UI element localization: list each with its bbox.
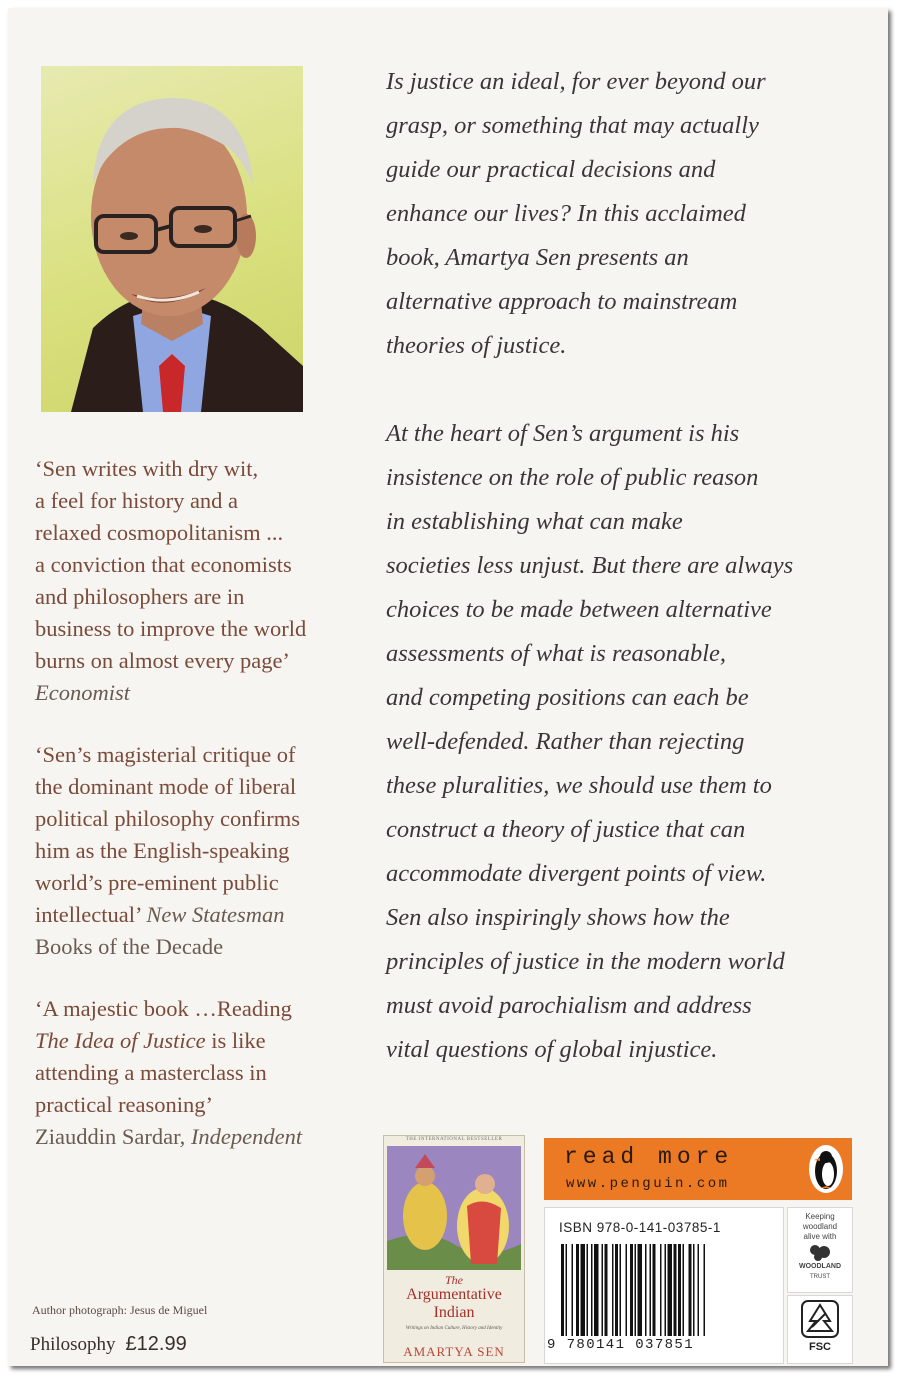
barcode-bar — [594, 1244, 599, 1336]
blurb-text — [386, 60, 866, 1116]
barcode-bar — [566, 1244, 568, 1336]
barcode-bar — [698, 1244, 700, 1336]
barcode-bar — [668, 1244, 673, 1336]
read-more-banner — [544, 1138, 852, 1200]
quote-line: relaxed cosmopolitanism ... — [35, 520, 284, 545]
blurb-line: theories of justice. — [386, 332, 567, 359]
barcode-bar — [660, 1244, 662, 1336]
category-price — [30, 1333, 187, 1356]
barcode-bar — [605, 1244, 608, 1336]
quote-independent — [35, 993, 355, 1153]
blurb-line: guide our practical decisions and — [386, 156, 716, 183]
blurb-line: Is justice an ideal, for ever beyond our — [386, 68, 766, 95]
barcode-bar — [572, 1244, 574, 1336]
blurb-line: in establishing what can make — [386, 508, 683, 535]
barcode-bar — [630, 1244, 633, 1336]
barcode-bar — [678, 1244, 681, 1336]
quote-source: Economist — [35, 680, 130, 705]
quote-line: political philosophy confirms — [35, 806, 300, 831]
quote-new-statesman — [35, 739, 355, 963]
blurb-line: construct a theory of justice that can — [386, 816, 746, 843]
fsc-tree-icon — [800, 1299, 840, 1339]
quote-line: world’s pre-eminent public — [35, 870, 279, 895]
review-quotes — [35, 453, 355, 1183]
barcode-bar — [576, 1244, 579, 1336]
fsc-badge — [787, 1295, 853, 1364]
quote-source: New Statesman — [146, 902, 285, 927]
barcode-number: 9 780141 037851 — [547, 1337, 695, 1353]
quote-book-title: The Idea of Justice — [35, 1028, 206, 1053]
blurb-line: insistence on the role of public reason — [386, 464, 759, 491]
related-book-title-line: Indian — [433, 1304, 475, 1321]
barcode-bar — [635, 1244, 637, 1336]
woodland-text: Keeping — [805, 1212, 835, 1221]
barcode-bar — [693, 1244, 695, 1336]
barcode-bar — [650, 1244, 652, 1336]
blurb-line: alternative approach to mainstream — [386, 288, 738, 315]
blurb-line: book, Amartya Sen presents an — [386, 244, 689, 271]
quote-line: a feel for history and a — [35, 488, 239, 513]
fsc-label: FSC — [809, 1341, 831, 1353]
blurb-line: accommodate divergent points of view. — [386, 860, 767, 887]
barcode-bar — [612, 1244, 614, 1336]
barcode-bar — [581, 1244, 586, 1336]
category-label: Philosophy — [30, 1334, 116, 1355]
barcode-bar — [689, 1244, 692, 1336]
blurb-line: enhance our lives? In this acclaimed — [386, 200, 746, 227]
quote-source: Ziauddin Sardar, — [35, 1124, 191, 1149]
woodland-text: alive with — [803, 1232, 837, 1241]
quote-line: the dominant mode of liberal — [35, 774, 297, 799]
barcode-bar — [615, 1244, 618, 1336]
quote-line: and philosophers are in — [35, 584, 245, 609]
blurb-line: Sen also inspiringly shows how the — [386, 904, 730, 931]
quote-economist — [35, 453, 355, 709]
quote-line: is like — [205, 1028, 266, 1053]
blurb-paragraph — [386, 412, 866, 1072]
blurb-line: and competing positions can each be — [386, 684, 749, 711]
blurb-line: assessments of what is reasonable, — [386, 640, 727, 667]
barcode-bar — [638, 1244, 643, 1336]
barcode-bar — [674, 1244, 677, 1336]
read-more-label: read more — [564, 1144, 734, 1170]
blurb-line: societies less unjust. But there are always — [386, 552, 794, 579]
isbn-number: ISBN 978-0-141-03785-1 — [559, 1220, 721, 1235]
barcode-bar — [704, 1244, 706, 1336]
woodland-trees-icon — [808, 1244, 832, 1262]
blurb-line: principles of justice in the modern world — [386, 948, 785, 975]
quote-line: ‘Sen writes with dry wit, — [35, 456, 259, 481]
quote-source-publication: Independent — [190, 1124, 303, 1149]
barcode-image — [559, 1244, 769, 1336]
barcode-bar — [561, 1244, 564, 1336]
woodland-trust-badge — [787, 1207, 853, 1293]
barcode-bar — [645, 1244, 647, 1336]
blurb-line: At the heart of Sen’s argument is his — [386, 420, 740, 447]
blurb-line: must avoid parochialism and address — [386, 992, 752, 1019]
barcode-bar — [626, 1244, 628, 1336]
barcode-bar — [683, 1244, 685, 1336]
penguin-logo-icon — [808, 1144, 844, 1194]
penguin-url: www.penguin.com — [566, 1176, 730, 1192]
author-photo — [41, 66, 303, 412]
quote-line: intellectual’ — [35, 902, 147, 927]
related-book-title — [384, 1286, 524, 1322]
related-book-subtitle: Writings on Indian Culture, History and Identity — [405, 1326, 503, 1331]
quote-line: attending a masterclass in — [35, 1060, 267, 1085]
quote-line: him as the English-speaking — [35, 838, 290, 863]
barcode-bar — [665, 1244, 667, 1336]
blurb-line: these pluralities, we should use them to — [386, 772, 772, 799]
quote-line: ‘A majestic book …Reading — [35, 996, 292, 1021]
related-book-author: AMARTYA SEN — [403, 1344, 505, 1359]
woodland-text: woodland — [802, 1222, 838, 1231]
quote-line: a conviction that economists — [35, 552, 292, 577]
blurb-paragraph — [386, 60, 866, 368]
barcode-bar — [653, 1244, 656, 1336]
related-book-series: THE INTERNATIONAL BESTSELLER — [405, 1137, 503, 1142]
barcode-bar — [602, 1244, 604, 1336]
isbn-barcode-panel — [544, 1207, 784, 1364]
quote-source-detail: Books of the Decade — [35, 934, 224, 959]
book-back-cover — [8, 8, 888, 1366]
blurb-line: grasp, or something that may actually — [386, 112, 759, 139]
blurb-line: well-defended. Rather than rejecting — [386, 728, 745, 755]
related-book-cover — [383, 1135, 525, 1363]
price-label: £12.99 — [125, 1333, 187, 1355]
related-book-title-the: The — [445, 1273, 463, 1287]
photo-credit: Author photograph: Jesus de Miguel — [32, 1303, 208, 1317]
woodland-brand: TRUST — [810, 1274, 830, 1280]
barcode-bar — [620, 1244, 622, 1336]
blurb-line: choices to be made between alternative — [386, 596, 772, 623]
quote-line: practical reasoning’ — [35, 1092, 214, 1117]
quote-line: burns on almost every page’ — [35, 648, 290, 673]
woodland-brand: WOODLAND — [799, 1263, 841, 1270]
quote-line: ‘Sen’s magisterial critique of — [35, 742, 296, 767]
related-book-illustration — [387, 1146, 521, 1270]
barcode-bar — [587, 1244, 589, 1336]
related-book-title-line: Argumentative — [406, 1286, 502, 1303]
barcode-bar — [591, 1244, 593, 1336]
quote-line: business to improve the world — [35, 616, 307, 641]
blurb-line: vital questions of global injustice. — [386, 1036, 718, 1063]
